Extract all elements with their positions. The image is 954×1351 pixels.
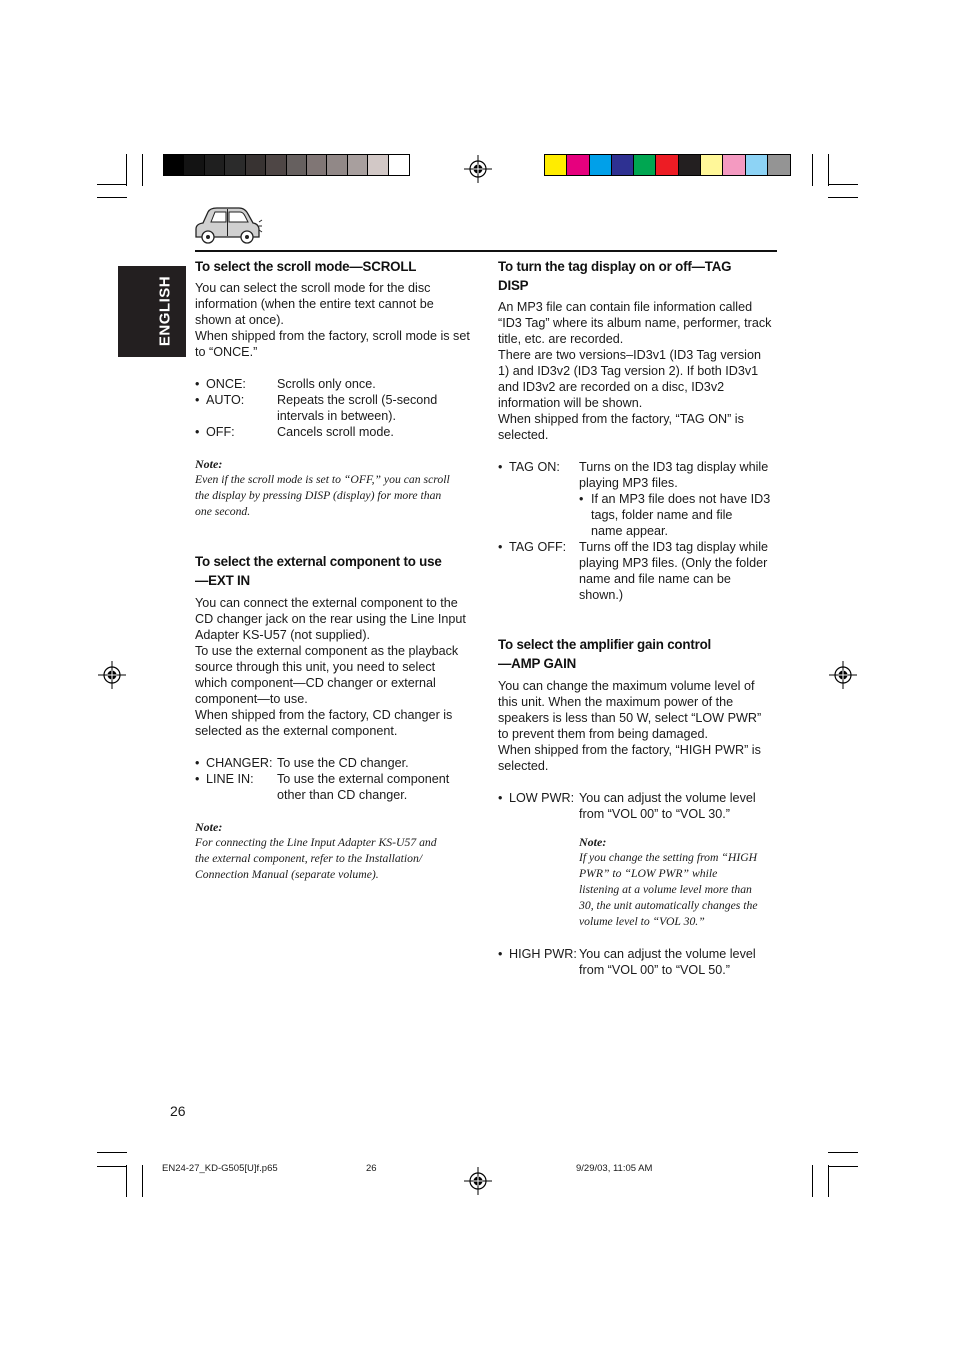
note-line: one second. [195,505,251,518]
grayscale-calibration-bar [163,154,410,176]
option-once: • ONCE: Scrolls only once. [195,377,376,391]
grayscale-swatch [225,155,245,175]
color-swatch [634,155,656,175]
crop-mark [126,154,127,186]
note-label: Note: [195,457,223,471]
color-swatch [590,155,612,175]
section-heading-ampgain: To select the amplifier gain control [498,637,712,653]
body-line: You can change the maximum volume level of [498,679,755,693]
color-swatch [656,155,678,175]
body-line: component—to use. [195,692,308,706]
grayscale-swatch [348,155,368,175]
body-line: “ID3 Tag” where its album name, performer, track [498,316,772,330]
option-tag-on: • TAG ON: Turns on the ID3 tag display while playing MP3 files. • If an MP3 file does not have ID3 tags, folder name and file name appear. [498,459,780,539]
body-line: CD changer jack on the rear using the Line Input [195,612,466,626]
color-calibration-bar [544,154,791,176]
body-line: which component—CD changer or external [195,676,436,690]
crop-mark [97,184,127,185]
grayscale-swatch [184,155,204,175]
crop-mark [828,1152,858,1153]
body-line: information will be shown. [498,396,643,410]
car-icon [193,204,263,246]
left-column [195,258,477,883]
note-line: the display by pressing DISP (display) for more than [195,489,442,502]
color-swatch [768,155,790,175]
option-low-pwr: • LOW PWR: You can adjust the volume level from “VOL 00” to “VOL 30.” Note: If you change the setting from “HIGH PWR” to “LOW PWR” while listening at a volume level more than 30, the unit automatically changes the volume level to “VOL 30.” [498,790,780,930]
option-high-pwr: • HIGH PWR: You can adjust the volume level from “VOL 00” to “VOL 50.” [498,947,756,977]
body-line: 1) and ID3v2 (ID3 Tag version 2). If both ID3v1 [498,364,759,378]
crop-mark [828,197,858,198]
page-number: 26 [170,1103,186,1119]
grayscale-swatch [307,155,327,175]
body-line: selected as the external component. [195,724,398,738]
body-line: When shipped from the factory, “TAG ON” is [498,412,744,426]
note-line: the external component, refer to the Installation/ [195,852,423,865]
note-label: Note: [579,835,607,849]
crop-mark [142,1165,143,1197]
body-line: An MP3 file can contain file information called [498,300,753,314]
section-heading-extin: To select the external component to use [195,554,442,570]
note-line: For connecting the Line Input Adapter KS-U57 and [195,836,437,849]
body-line: title, etc. are recorded. [498,332,624,346]
registration-mark-icon [829,661,857,689]
body-line: information (when the entire text cannot be [195,297,434,311]
option-line-in: • LINE IN: To use the external component other than CD changer. [195,772,450,802]
note-line: Connection Manual (separate volume). [195,868,379,881]
crop-mark [97,1152,127,1153]
body-line: this unit. When the maximum power of the [498,695,734,709]
note-line: 30, the unit automatically changes the [579,899,758,912]
section-heading-tagdisp: To turn the tag display on or off—TAG DISP [498,259,732,294]
body-line: There are two versions–ID3v1 (ID3 Tag version [498,348,761,362]
note-line: listening at a volume level more than [579,883,752,896]
grayscale-swatch [266,155,286,175]
crop-mark [142,154,143,186]
color-swatch [679,155,701,175]
grayscale-swatch [287,155,307,175]
option-off: • OFF: Cancels scroll mode. [195,425,394,439]
header-rule [195,250,777,252]
section-heading-ampgain: —AMP GAIN [498,656,577,672]
language-tab [118,266,186,357]
body-line: When shipped from the factory, “HIGH PWR” is [498,743,761,757]
grayscale-swatch [164,155,184,175]
body-line: speakers is less than 50 W, select “LOW PWR” [498,711,762,725]
section-heading-extin: —EXT IN [195,573,251,589]
option-auto: • AUTO: Repeats the scroll (5-second intervals in between). [195,393,438,423]
body-line: selected. [498,759,549,773]
crop-mark [97,197,127,198]
option-tag-off: • TAG OFF: Turns off the ID3 tag display while playing MP3 files. (Only the folder name and file name can be shown.) [498,540,769,602]
footer-date: 9/29/03, 11:05 AM [576,1163,653,1174]
body-line: When shipped from the factory, CD changer is [195,708,453,722]
color-swatch [612,155,634,175]
note-line: PWR” to “LOW PWR” while [579,867,718,880]
crop-mark [828,1165,829,1197]
color-swatch [746,155,768,175]
registration-mark-icon [98,661,126,689]
registration-mark-icon [464,155,492,183]
body-line: Adapter KS-U57 (not supplied). [195,628,371,642]
crop-mark [812,1165,813,1197]
right-column [498,258,780,978]
body-line: to “ONCE.” [195,345,258,359]
crop-mark [828,154,829,186]
body-line: shown at once). [195,313,284,327]
body-line: You can select the scroll mode for the disc [195,281,431,295]
body-line: You can connect the external component to the [195,596,458,610]
crop-mark [828,1166,858,1167]
grayscale-swatch [246,155,266,175]
grayscale-swatch [205,155,225,175]
footer-page: 26 [366,1163,377,1174]
grayscale-swatch [389,155,409,175]
grayscale-swatch [327,155,347,175]
color-swatch [723,155,745,175]
body-line: and ID3v2 are recorded on a disc, ID3v2 [498,380,725,394]
note-line: If you change the setting from “HIGH [579,851,758,864]
color-swatch [701,155,723,175]
crop-mark [828,184,858,185]
body-line: selected. [498,428,549,442]
option-changer: • CHANGER: To use the CD changer. [195,756,409,770]
footer-filename: EN24-27_KD-G505[U]f.p65 [162,1163,278,1174]
note-line: Even if the scroll mode is set to “OFF,” you can scroll [195,473,450,486]
body-line: source through this unit, you need to select [195,660,436,674]
grayscale-swatch [368,155,388,175]
color-swatch [545,155,567,175]
crop-mark [97,1166,127,1167]
crop-mark [812,154,813,186]
body-line: To use the external component as the playback [195,644,459,658]
body-line: to prevent them from being damaged. [498,727,709,741]
crop-mark [126,1165,127,1197]
language-tab-label: ENGLISH [156,275,174,347]
note-line: volume level to “VOL 30.” [579,915,705,928]
color-swatch [567,155,589,175]
registration-mark-icon [464,1167,492,1195]
note-label: Note: [195,820,223,834]
sub-bullet: • If an MP3 file does not have ID3 tags, folder name and file name appear. [579,492,771,538]
body-line: When shipped from the factory, scroll mode is set [195,329,470,343]
section-heading-scroll: To select the scroll mode—SCROLL [195,259,417,275]
